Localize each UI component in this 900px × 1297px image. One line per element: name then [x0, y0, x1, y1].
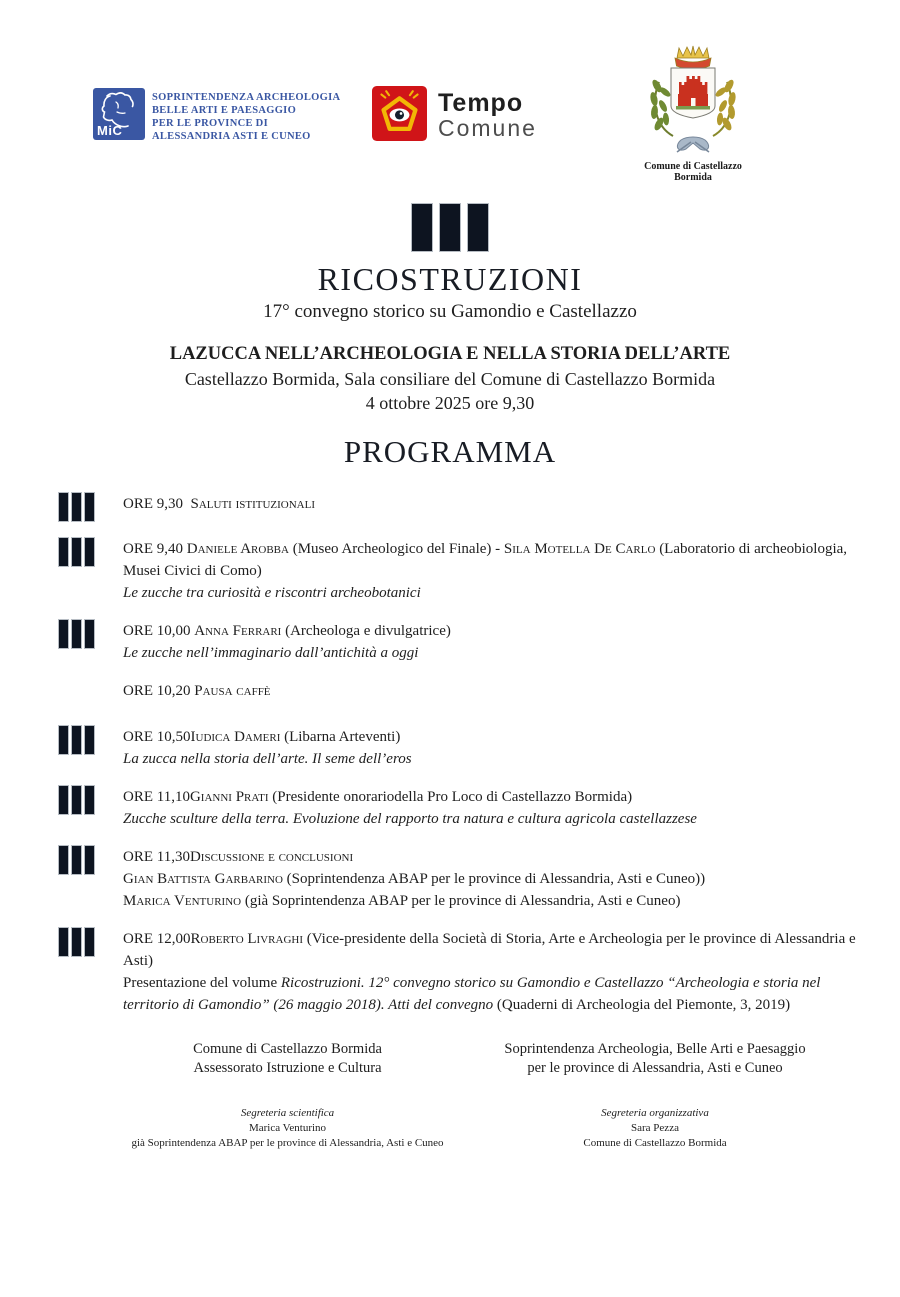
program-text-segment: Iudica Dameri — [190, 729, 281, 745]
program-text-segment: (Libarna Arteventi) — [280, 729, 401, 745]
program-line — [123, 538, 863, 582]
secretariat-name: Sara Pezza — [631, 1122, 679, 1134]
program-text-segment: La zucca nella storia dell’arte. Il seme dell’eros — [123, 751, 412, 767]
bar — [58, 725, 69, 755]
program-line — [123, 808, 863, 830]
program-text-segment: Sila Motella De Carlo — [503, 541, 656, 557]
castellazzo-coat-of-arms — [641, 44, 745, 158]
bar — [84, 845, 95, 875]
three-bars-icon — [58, 845, 95, 875]
bar — [71, 785, 82, 815]
bar — [411, 203, 433, 252]
program-item — [58, 538, 863, 604]
program-text-segment: Discussione e conclusioni — [189, 849, 354, 865]
program-text-segment: Saluti istituzionali — [190, 496, 316, 512]
program-item — [58, 846, 863, 912]
bar — [71, 619, 82, 649]
program-text-segment: Daniele Arobba — [186, 541, 289, 557]
program-line — [123, 786, 863, 808]
bar — [84, 619, 95, 649]
event-venue: Castellazzo Bormida, Sala consiliare del Comune di Castellazzo Bormida — [184, 369, 716, 389]
three-bars-logo-icon — [411, 203, 489, 252]
program-text-segment: Gianni Prati — [189, 789, 269, 805]
program-line — [123, 868, 863, 890]
event-subtitle: 17° convegno storico su Gamondio e Castellazzo — [263, 301, 637, 322]
bar — [58, 619, 69, 649]
program-text-segment: ORE 9,30 — [123, 496, 191, 512]
program-text-segment: (Presidente onorariodella Pro Loco di Castellazzo Bormida) — [268, 789, 633, 805]
secretariat-affiliation: Comune di Castellazzo Bormida — [583, 1137, 727, 1149]
program-text-segment: Presentazione del volume — [123, 975, 281, 991]
coat-of-arms-caption: Comune di Castellazzo Bormida — [644, 161, 742, 183]
event-theme-heading: LAZUCCA NELL’ARCHEOLOGIA E NELLA STORIA DELL’ARTE — [169, 344, 731, 364]
bar — [84, 927, 95, 957]
program-item — [58, 928, 863, 1016]
program-text-segment: ORE 12,00 — [123, 931, 191, 947]
mic-logo-icon — [93, 88, 145, 140]
program-text-segment: Ricostruzioni. 12° convegno storico su Gamondio e Castellazzo “Archeologia e storia nel territorio di Gamondio” (26 maggio 2018). Atti del convegno — [123, 975, 825, 1013]
secretariat-affiliation: già Soprintendenza ABAP per le province di Alessandria, Asti e Cuneo — [131, 1137, 444, 1149]
program-line — [123, 620, 863, 642]
bar — [84, 725, 95, 755]
soprintendenza-text — [152, 88, 340, 143]
bar — [58, 785, 69, 815]
program-text-segment: Marica Venturino — [123, 893, 242, 909]
program-text-segment: (Vice-presidente della Società di Storia, Arte e Archeologia per le province di Alessandria e Asti) — [123, 931, 859, 969]
program-item — [58, 786, 863, 830]
bar — [84, 537, 95, 567]
bar — [71, 927, 82, 957]
bar — [58, 845, 69, 875]
program-text-segment: ORE 10,20 — [123, 683, 195, 699]
program-text-segment: Gian Battista Garbarino — [123, 871, 283, 887]
bar — [71, 492, 82, 522]
title-block — [0, 203, 900, 470]
coat-of-arms-block — [625, 44, 761, 183]
soprintendenza-line: BELLE ARTI E PAESAGGIO — [152, 105, 297, 116]
program-line — [123, 928, 863, 972]
program-line — [123, 890, 863, 912]
mic-logo-block — [93, 88, 340, 143]
secretariat-name: Marica Venturino — [248, 1122, 327, 1134]
three-bars-icon — [58, 785, 95, 815]
program-section-title: PROGRAMMA — [343, 434, 557, 469]
soprintendenza-line: PER LE PROVINCE DI — [152, 118, 268, 129]
three-bars-icon — [58, 725, 95, 755]
tempo-comune-wordmark — [438, 86, 537, 141]
event-datetime: 4 ottobre 2025 ore 9,30 — [365, 393, 535, 413]
bar — [58, 492, 69, 522]
program-text-segment: Roberto Livraghi — [190, 931, 303, 947]
program-text-segment: (Museo Archeologico del Finale) - — [288, 541, 504, 557]
three-bars-icon — [58, 619, 95, 649]
program-text-segment: (Archeologa e divulgatrice) — [281, 623, 451, 639]
three-bars-icon — [58, 927, 95, 957]
program-text-segment: (Laboratorio di archeobiologia, Musei Civici di Como) — [123, 541, 851, 579]
bar — [58, 537, 69, 567]
program-text-segment: Le zucche nell’immaginario dall’antichità a oggi — [123, 645, 419, 661]
program-text-segment: Zucche sculture della terra. Evoluzione del rapporto tra natura e cultura agricola castellazzese — [123, 811, 697, 827]
secretariat-scientific — [75, 1106, 500, 1151]
bar — [84, 492, 95, 522]
bar — [84, 785, 95, 815]
program-text-segment: ORE 11,10 — [123, 789, 190, 805]
program-line — [123, 726, 863, 748]
program-text-segment: Le zucche tra curiosità e riscontri archeobotanici — [123, 585, 421, 601]
program-item — [58, 493, 863, 515]
credits-left-org — [95, 1040, 480, 1078]
org-line: per le province di Alessandria, Asti e Cuneo — [527, 1060, 783, 1076]
tempo-comune-logo-block — [372, 86, 537, 141]
program-item — [58, 620, 863, 664]
program-text-segment: (Soprintendenza ABAP per le province di Alessandria, Asti e Cuneo)) — [282, 871, 706, 887]
eye-pentagon-icon — [372, 86, 427, 141]
bar — [71, 845, 82, 875]
org-line: Soprintendenza Archeologia, Belle Arti e Paesaggio — [504, 1041, 806, 1057]
org-line: Assessorato Istruzione e Cultura — [193, 1060, 382, 1076]
soprintendenza-line: ALESSANDRIA ASTI E CUNEO — [152, 131, 311, 142]
program-text-segment: ORE 10,50 — [123, 729, 191, 745]
bar — [71, 537, 82, 567]
bar — [439, 203, 461, 252]
bar — [467, 203, 489, 252]
program-line — [123, 680, 863, 702]
program-text-segment: ORE 9,40 — [123, 541, 187, 557]
event-title: RICOSTRUZIONI — [317, 261, 583, 297]
tempo-word: Tempo — [438, 89, 524, 117]
program-text-segment: (già Soprintendenza ABAP per le province di Alessandria, Asti e Cuneo) — [241, 893, 681, 909]
comune-word: Comune — [438, 115, 537, 141]
mic-wordmark: MiC — [97, 123, 123, 138]
program-text-segment: (Quaderni di Archeologia del Piemonte, 3, 2019) — [493, 997, 791, 1013]
secretariat-title: Segreteria scientifica — [240, 1107, 335, 1119]
secretariat-title: Segreteria organizzativa — [601, 1107, 709, 1119]
program-list — [58, 493, 863, 1032]
program-line — [123, 582, 863, 604]
program-line — [123, 846, 863, 868]
program-text-segment: ORE 11,30 — [123, 849, 190, 865]
bar — [58, 927, 69, 957]
program-text-segment: Anna Ferrari — [194, 623, 282, 639]
program-text-segment: ORE 10,00 — [123, 623, 195, 639]
credits-right-org — [460, 1040, 850, 1078]
soprintendenza-line: SOPRINTENDENZA ARCHEOLOGIA — [152, 92, 341, 103]
program-item — [58, 726, 863, 770]
program-item — [58, 680, 863, 702]
three-bars-icon — [58, 492, 95, 522]
tempo-comune-icon — [372, 86, 427, 141]
org-line: Comune di Castellazzo Bormida — [193, 1041, 382, 1057]
program-line — [123, 748, 863, 770]
program-line — [123, 642, 863, 664]
program-line — [123, 972, 863, 1016]
program-text-segment: Pausa caffè — [194, 683, 271, 699]
secretariat-organizational — [480, 1106, 830, 1151]
three-bars-icon — [58, 537, 95, 567]
program-line — [123, 493, 863, 515]
bar — [71, 725, 82, 755]
